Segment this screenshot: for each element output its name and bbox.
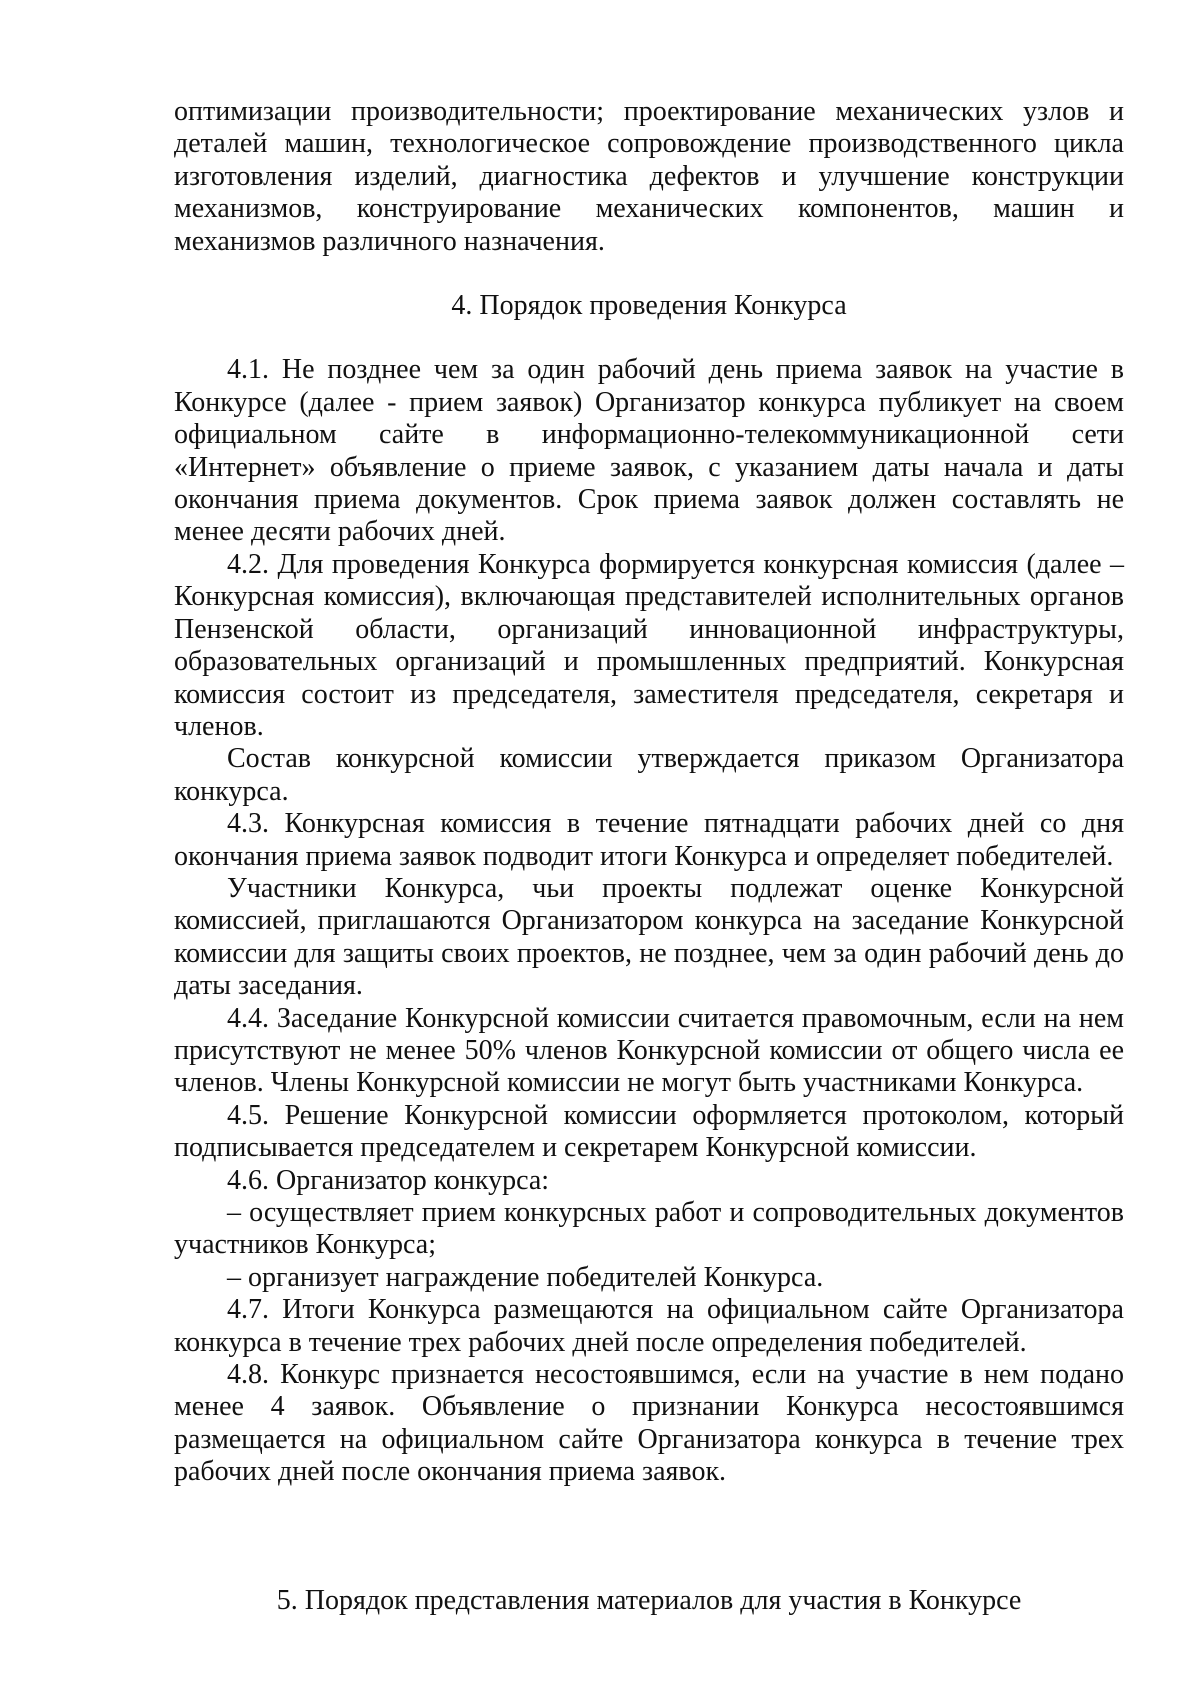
intro-paragraph: оптимизации производительности; проектирование механических узлов и деталей машин, технологическое сопровождение производственного цикла изготовления изделий, диагностика дефектов и улучшение конструкции механизмов, конструирование механических компонентов, машин и механизмов различного назначения.: [174, 96, 1124, 257]
paragraph-commission-composition: Состав конкурсной комиссии утверждается приказом Организатора конкурса.: [174, 743, 1124, 807]
spacer: [174, 258, 1124, 290]
list-item-organizes-awards: – организует награждение победителей Конкурса.: [227, 1261, 824, 1293]
paragraph-participants-invitation: Участники Конкурса, чьи проекты подлежат оценке Конкурсной комиссией, приглашаются Организатором конкурса на заседание Конкурсной комиссии для защиты своих проектов, не позднее, чем за один рабочий день до даты заседания.: [174, 872, 1124, 1002]
spacer: [174, 322, 1124, 354]
section-5-heading: 5. Порядок представления материалов для участия в Конкурсе: [276, 1584, 1022, 1616]
paragraph-4-8: 4.8. Конкурс признается несостоявшимся, если на участие в нем подано менее 4 заявок. Объявление о признании Конкурса несостоявшимся размещается на официальном сайте Организатора конкурса в течение трех рабочих дней после окончания приема заявок.: [174, 1359, 1124, 1488]
document-page: [174, 96, 1124, 1617]
paragraph-4-5: 4.5. Решение Конкурсной комиссии оформляется протоколом, который подписывается председателем и секретарем Конкурсной комиссии.: [174, 1099, 1124, 1164]
paragraph-4-7: 4.7. Итоги Конкурса размещаются на официальном сайте Организатора конкурса в течение трех рабочих дней после определения победителей.: [174, 1294, 1124, 1358]
paragraph-4-2: 4.2. Для проведения Конкурса формируется конкурсная комиссия (далее – Конкурсная комиссия), включающая представителей исполнительных органов Пензенской области, организаций инновационной инфраструктуры, образовательных организаций и промышленных предприятий. Конкурсная комиссия состоит из председателя, заместителя председателя, секретаря и членов.: [174, 548, 1124, 742]
paragraph-4-1: 4.1. Не позднее чем за один рабочий день приема заявок на участие в Конкурсе (далее - прием заявок) Организатор конкурса публикует на своем официальном сайте в информационно-телекоммуникационной сети «Интернет» объявление о приеме заявок, с указанием даты начала и даты окончания приема документов. Срок приема заявок должен составлять не менее десяти рабочих дней.: [174, 354, 1124, 548]
paragraph-4-6: 4.6. Организатор конкурса:: [227, 1164, 550, 1196]
spacer: [174, 1489, 1124, 1585]
paragraph-4-4: 4.4. Заседание Конкурсной комиссии считается правомочным, если на нем присутствуют не менее 50% членов Конкурсной комиссии от общего числа ее членов. Члены Конкурсной комиссии не могут быть участниками Конкурса.: [174, 1002, 1124, 1099]
paragraph-4-3: 4.3. Конкурсная комиссия в течение пятнадцати рабочих дней со дня окончания приема заявок подводит итоги Конкурса и определяет победителей.: [174, 808, 1124, 872]
list-item-accepts-works: – осуществляет прием конкурсных работ и сопроводительных документов участников Конкурса;: [174, 1197, 1124, 1261]
section-4-heading: 4. Порядок проведения Конкурса: [451, 290, 847, 322]
